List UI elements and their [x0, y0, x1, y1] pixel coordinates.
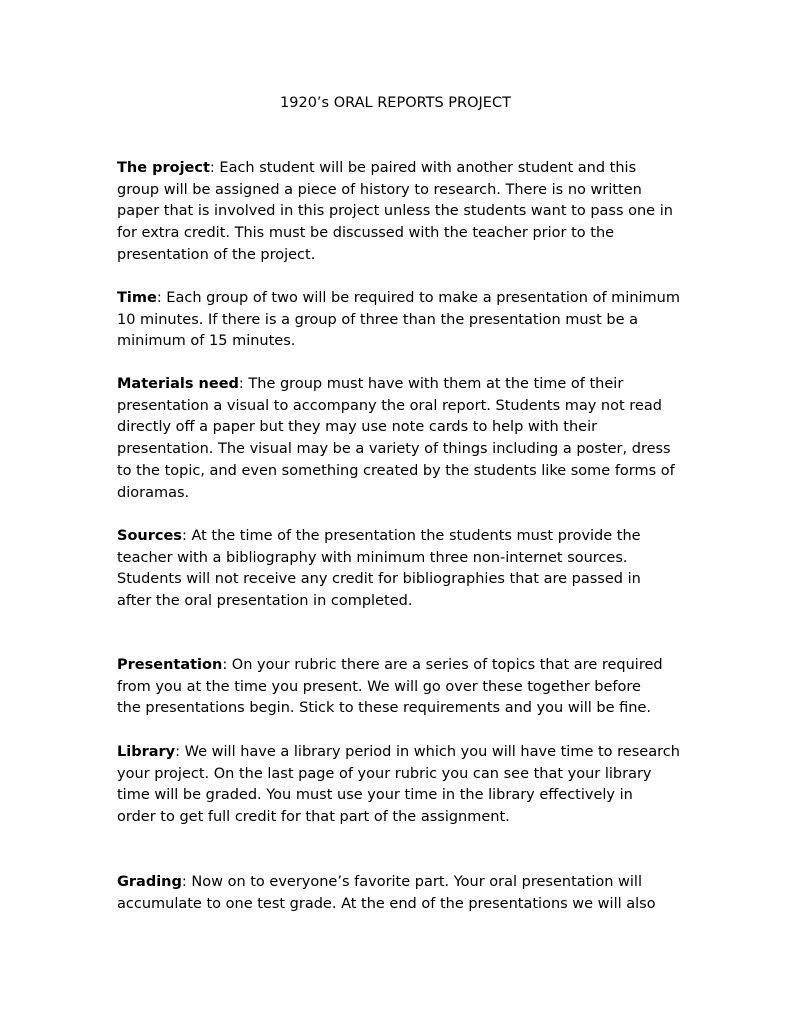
paragraph-line: accumulate to one test grade. At the end of the presentations we will also [117, 895, 656, 912]
paragraph-line: the presentations begin. Stick to these requirements and you will be fine. [117, 700, 651, 717]
paragraph-line: to the topic, and even something created by the students like some forms of [117, 462, 675, 479]
section-heading: The project [117, 160, 210, 176]
paragraph-line: for extra credit. This must be discussed with the teacher prior to the [117, 225, 615, 242]
paragraph-text: : On your rubric there are a series of topics that are required [222, 657, 663, 673]
page-title: 1920’s ORAL REPORTS PROJECT [280, 95, 511, 111]
section-presentation [117, 655, 687, 720]
paragraph-text: : Now on to everyone’s favorite part. Your oral presentation will [181, 874, 642, 890]
paragraph-line [117, 526, 687, 548]
paragraph-line: teacher with a bibliography with minimum three non-internet sources. [117, 549, 628, 566]
paragraph-text: : The group must have with them at the time of their [238, 376, 624, 392]
section-materials-need [117, 374, 687, 504]
section-sources [117, 526, 687, 613]
section-heading: Sources [117, 528, 182, 544]
paragraph-line: directly off a paper but they may use note cards to help with their [117, 419, 598, 436]
paragraph-line [117, 655, 687, 677]
paragraph-text: : Each group of two will be required to make a presentation of minimum [156, 290, 680, 306]
paragraph-line: 10 minutes. If there is a group of three than the presentation must be a [117, 311, 639, 328]
paragraph-line: from you at the time you present. We will go over these together before [117, 678, 641, 695]
paragraph-line: group will be assigned a piece of history to research. There is no written [117, 181, 642, 198]
paragraph-line: after the oral presentation in completed. [117, 593, 413, 610]
paragraph-line: your project. On the last page of your rubric you can see that your library [117, 765, 652, 782]
paragraph-line [117, 158, 687, 180]
paragraph-line [117, 374, 687, 396]
paragraph-line: presentation of the project. [117, 246, 316, 263]
paragraph-text: : We will have a library period in which you will have time to research [175, 744, 680, 760]
section-heading: Library [117, 744, 176, 760]
section-heading: Grading [117, 874, 182, 890]
section-heading: Presentation [117, 657, 223, 673]
section-the-project [117, 158, 687, 267]
section-time [117, 288, 687, 353]
paragraph-line [117, 872, 687, 894]
section-heading: Time [117, 290, 157, 306]
paragraph-line: minimum of 15 minutes. [117, 333, 296, 350]
section-heading: Materials need [117, 376, 239, 392]
paragraph-text: : At the time of the presentation the students must provide the [181, 528, 641, 544]
paragraph-line: presentation. The visual may be a variety of things including a poster, dress [117, 441, 671, 458]
section-library [117, 742, 687, 829]
paragraph-line: time will be graded. You must use your time in the library effectively in [117, 787, 633, 804]
paragraph-line: presentation a visual to accompany the oral report. Students may not read [117, 397, 662, 414]
section-grading [117, 872, 687, 915]
paragraph-line [117, 742, 687, 764]
paragraph-line: order to get full credit for that part of the assignment. [117, 809, 510, 826]
paragraph-line: Students will not receive any credit for bibliographies that are passed in [117, 571, 641, 588]
paragraph-line: paper that is involved in this project unless the students want to pass one in [117, 203, 673, 220]
paragraph-line: dioramas. [117, 484, 190, 501]
paragraph-text: : Each student will be paired with another student and this [209, 160, 637, 176]
paragraph-line [117, 288, 687, 310]
